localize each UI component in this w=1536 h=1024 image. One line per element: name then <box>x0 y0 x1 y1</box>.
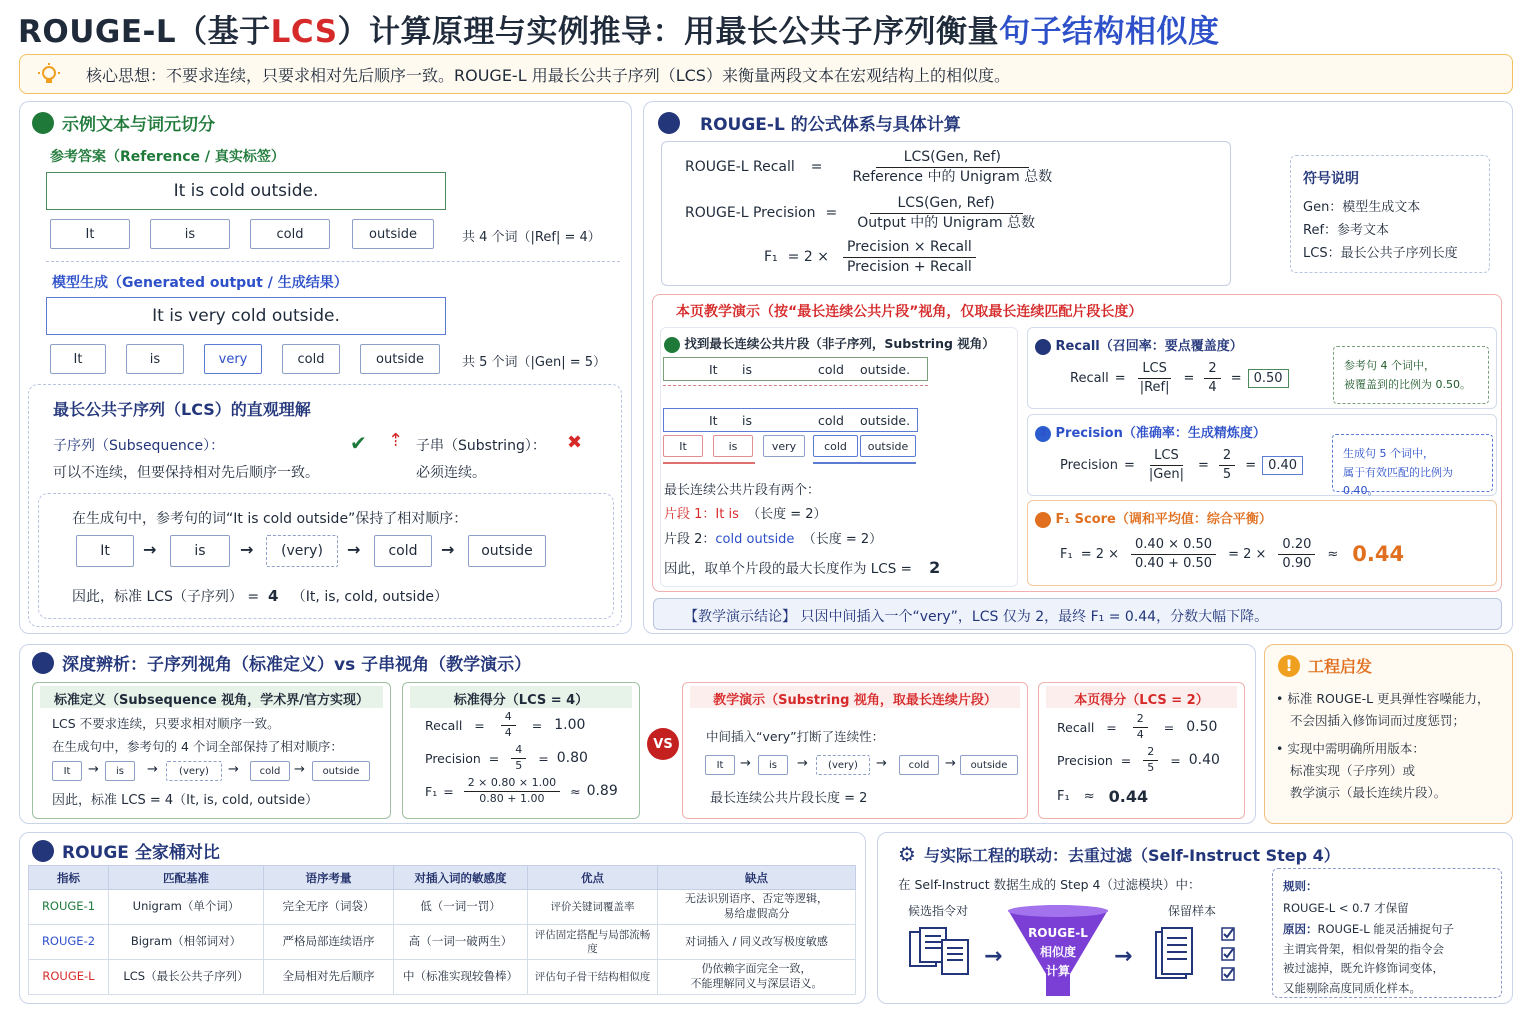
recall-value: 0.50 <box>1248 369 1289 388</box>
std-conclusion: 因此，标准 LCS = 4（It, is, cold, outside） <box>52 793 319 808</box>
lcs-title: 最长公共子序列（LCS）的直观理解 <box>53 400 311 419</box>
arrow-icon: → <box>1114 944 1133 969</box>
subseq-desc: 可以不连续，但要保持相对先后顺序一致。 <box>53 465 319 481</box>
precision-title: 3 Precision（准确率：生成精炼度） <box>1035 422 1266 442</box>
f1-calc: F₁ = 2 × $\frac{0.40 \times 0.50}{0.40 + 0.50}$ = 2 × $\frac{0.20}{0.90}$ ≈ 0.44 <box>1060 537 1405 571</box>
check-icon: ✔ <box>350 431 367 455</box>
std-chain-token: (very) <box>166 761 222 781</box>
demo-conclusion: 【教学演示结论】 只因中间插入一个“very”，LCS 仅为 2，最终 F₁ = 0.44，分数大幅下降。 <box>653 598 1502 630</box>
segment-2: 片段 2：cold outside （长度 = 2） <box>664 532 883 547</box>
demo-compare-conclusion: 最长连续公共片段长度 = 2 <box>710 791 868 806</box>
segment-1-underline <box>663 460 755 464</box>
step1-title: 1 找到最长连续公共片段（非子序列，Substring 视角） <box>664 334 995 353</box>
keep-label: 保留样本 <box>1168 904 1217 918</box>
s5-intro: 在 Self-Instruct 数据生成的 Step 4（过滤模块）中： <box>898 877 1201 892</box>
arrow-icon: → <box>797 756 808 771</box>
seg-token: outside <box>860 435 916 457</box>
segment-1: 片段 1：It is （长度 = 2） <box>664 507 827 522</box>
arrow-icon: → <box>945 756 956 771</box>
std-chain-token: outside <box>312 761 370 781</box>
demo-chain-token: outside <box>960 755 1018 775</box>
seg-token: is <box>713 435 753 457</box>
rule-box: 规则： ROUGE-L < 0.7 才保留 原因：ROUGE-L 能灵活捕捉句子 主谓宾骨架，相似骨架的指令会 被过滤掉，既允许修饰词变体， 又能剔除高度同质化样本。 <box>1272 868 1502 998</box>
demo-score-title: 本页得分（LCS = 2） <box>1046 686 1237 708</box>
chain-token: It <box>76 535 134 567</box>
legend-title: 符号说明 <box>1303 171 1359 187</box>
order-text: 在生成句中，参考句的词“It is cold outside”保持了相对顺序： <box>72 511 468 527</box>
gen-token: is <box>126 344 184 374</box>
ref-token: cold <box>250 219 330 249</box>
demo-recall: Recall = $\frac{2}{4}$ = 0.50 <box>1057 712 1218 741</box>
precision-formula: ROUGE-L Precision = $\frac{\text{LCS(Gen, Ref)}}{\text{Output 中的 Unigram 总数}}$ <box>685 195 1036 231</box>
legend-box <box>1290 155 1490 273</box>
table-row: ROUGE-1 Unigram（单个词） 完全无序（词袋） 低（一词一罚） 评价关键词覆盖率 无法识别语序、否定等逻辑， 易给虚假高分 <box>29 890 856 925</box>
seg-token: It <box>663 435 703 457</box>
gear-icon: ⚙ <box>898 842 916 866</box>
std-score-title: 标准得分（LCS = 4） <box>410 686 632 708</box>
seg-intro: 最长连续公共片段有两个： <box>664 483 821 498</box>
std-chain-token: cold <box>250 761 290 781</box>
gen-label: 模型生成（Generated output / 生成结果） <box>52 275 348 291</box>
substr-label: 子串（Substring）： <box>416 438 546 454</box>
precision-calc: Precision = $\frac{\text{LCS}}{\text{|Gen|}}$ = $\frac{2}{5}$ = 0.40 <box>1060 447 1303 483</box>
subseq-label: 子序列（Subsequence）： <box>53 438 225 454</box>
f1-title: 4 F₁ Score（调和平均值：综合平衡） <box>1035 508 1272 528</box>
recall-note: 参考句 4 个词中， 被覆盖到的比例为 0.50。 <box>1333 346 1489 404</box>
table-row: ROUGE-L LCS（最长公共子序列） 全局相对先后顺序 中（标准实现较鲁棒） 评估句子骨干结构相似度 仍依赖字面完全一致， 不能理解同义与深层语义。 <box>29 960 856 995</box>
substring-row-1: It is cold outside. <box>663 357 928 381</box>
funnel-icon: ROUGE-L 相似度 计算 <box>1006 904 1110 998</box>
std-precision: Precision = $\frac{4}{5}$ = 0.80 <box>425 743 588 772</box>
f1-formula: F₁ = 2 × $\frac{\text{Precision × Recall}}{\text{Precision + Recall}}$ <box>764 238 980 277</box>
section-2-title: 2 ROUGE-L 的公式体系与具体计算 <box>658 110 961 135</box>
section-3-title: 3 深度辨析：子序列视角（标准定义）vs 子串视角（教学演示） <box>32 650 531 675</box>
recall-formula: ROUGE-L Recall = $\frac{\text{LCS(Gen, Ref)}}{\text{Reference 中的 Unigram 总数}}$ <box>685 149 1053 185</box>
gen-token-very: very <box>204 344 262 374</box>
documents-icon <box>908 926 972 986</box>
ref-token: outside <box>352 219 434 249</box>
demo-precision: Precision = $\frac{2}{5}$ = 0.40 <box>1057 745 1220 774</box>
gen-token: cold <box>282 344 340 374</box>
recall-calc: Recall = $\frac{\text{LCS}}{\text{|Ref|}}$ = $\frac{2}{4}$ = 0.50 <box>1070 360 1289 396</box>
seg-conclusion: 因此，取单个片段的最大长度作为 LCS = 2 <box>664 558 941 577</box>
arrow-icon: → <box>347 540 361 559</box>
section-4-title: 4 ROUGE 全家桶对比 <box>32 838 220 863</box>
std-line-1: LCS 不要求连续，只要求相对顺序一致。 <box>52 716 280 731</box>
ref-sentence: It is cold outside. <box>46 172 446 210</box>
demo-compare-title: 教学演示（Substring 视角，取最长连续片段） <box>690 686 1020 708</box>
table-row: ROUGE-2 Bigram（相邻词对） 严格局部连续语序 高（一词一破两生） 评估固定搭配与局部流畅度 对词插入 / 同义改写极度敏感 <box>29 925 856 960</box>
gen-token: outside <box>360 344 440 374</box>
section-1-title: 1 示例文本与词元切分 <box>32 110 215 135</box>
broken-arrow-icon: ⇡ <box>388 430 404 451</box>
demo-chain-token: It <box>705 755 735 775</box>
core-idea-text: 核心思想：不要求连续，只要求相对先后顺序一致。ROUGE-L 用最长公共子序列（LCS）来衡量两段文本在宏观结构上的相似度。 <box>86 65 1010 85</box>
legend-item: Ref：参考文本 <box>1303 223 1390 238</box>
chain-token-very: (very) <box>266 535 338 567</box>
page-title: ROUGE-L（基于LCS）计算原理与实例推导：用最长公共子序列衡量句子结构相似度 <box>18 14 1220 50</box>
candidate-label: 候选指令对 <box>908 904 969 918</box>
legend-item: Gen：模型生成文本 <box>1303 200 1421 215</box>
engineering-title: ! 工程启发 <box>1278 654 1372 677</box>
seg-token: cold <box>813 435 858 457</box>
arrow-icon: → <box>984 944 1003 969</box>
ref-count: 共 4 个词（|Ref| = 4） <box>462 230 601 245</box>
kept-documents-icon <box>1154 926 1240 990</box>
ref-token: It <box>50 219 130 249</box>
legend-item: LCS：最长公共子序列长度 <box>1303 246 1458 261</box>
lcs-conclusion: 因此，标准 LCS（子序列） = 4 （It, is, cold, outside） <box>72 587 448 605</box>
core-idea-banner <box>19 54 1513 94</box>
gen-sentence: It is very cold outside. <box>46 297 446 335</box>
chain-token: cold <box>374 535 432 567</box>
substr-desc: 必须连续。 <box>416 465 486 481</box>
engineering-list: • 标准 ROUGE-L 更具弹性容噪能力， 不会因插入修饰词而过度惩罚； • 实现中需明确所用版本： 标准实现（子序列）或 教学演示（最长连续片段）。 <box>1276 691 1490 800</box>
std-line-2: 在生成句中，参考句的 4 个词全部保持了相对顺序： <box>52 739 343 754</box>
gen-count: 共 5 个词（|Gen| = 5） <box>462 355 607 370</box>
segment-2-underline <box>813 460 916 464</box>
arrow-icon: → <box>441 540 455 559</box>
lightbulb-icon <box>38 63 60 85</box>
std-chain-token: is <box>105 761 135 781</box>
demo-chain-token: (very) <box>816 755 870 775</box>
match-links <box>663 385 928 399</box>
chain-token: outside <box>468 535 546 567</box>
precision-value: 0.40 <box>1262 456 1303 475</box>
arrow-icon: → <box>740 756 751 771</box>
demo-chain-token: is <box>758 755 788 775</box>
ref-token: is <box>150 219 230 249</box>
arrow-icon: → <box>147 762 158 777</box>
substring-row-2: It is cold outside. <box>663 408 918 432</box>
table-header-row: 指标 匹配基准 语序考量 对插入词的敏感度 优点 缺点 <box>29 866 856 890</box>
alert-icon: ! <box>1278 655 1300 677</box>
std-title: 标准定义（Subsequence 视角，学术界/官方实现） <box>40 686 383 708</box>
demo-f1: F₁ ≈ 0.44 <box>1057 787 1149 806</box>
f1-value: 0.44 <box>1352 542 1405 567</box>
demo-chain-token: cold <box>899 755 939 775</box>
std-recall: Recall = $\frac{4}{4}$ = 1.00 <box>425 710 586 739</box>
std-f1: F₁ = $\frac{2 \times 0.80 \times 1.00}{0.80 + 1.00}$ ≈ 0.89 <box>425 776 618 805</box>
arrow-icon: → <box>876 756 887 771</box>
arrow-icon: → <box>88 762 99 777</box>
vs-badge: VS <box>647 728 679 760</box>
ref-label: 参考答案（Reference / 真实标签） <box>50 149 285 165</box>
divider <box>46 261 620 262</box>
precision-note: 生成句 5 个词中， 属于有效匹配的比例为 0.40。 <box>1332 434 1493 492</box>
demo-line-1: 中间插入“very”打断了连续性： <box>706 729 885 744</box>
arrow-icon: → <box>294 762 305 777</box>
cross-icon: ✖ <box>567 432 583 453</box>
section-5-title: ⚙ 与实际工程的联动：去重过滤（Self-Instruct Step 4） <box>898 842 1340 866</box>
std-chain-token: It <box>52 761 82 781</box>
rouge-table <box>28 865 856 995</box>
recall-title: 2 Recall（召回率：要点覆盖度） <box>1035 335 1243 355</box>
demo-title: 本页教学演示（按“最长连续公共片段”视角，仅取最长连续匹配片段长度） <box>676 304 1143 320</box>
gen-token: It <box>50 344 106 374</box>
chain-token: is <box>170 535 230 567</box>
arrow-icon: → <box>228 762 239 777</box>
arrow-icon: → <box>240 540 254 559</box>
seg-token-very: very <box>763 435 805 457</box>
arrow-icon: → <box>143 540 157 559</box>
